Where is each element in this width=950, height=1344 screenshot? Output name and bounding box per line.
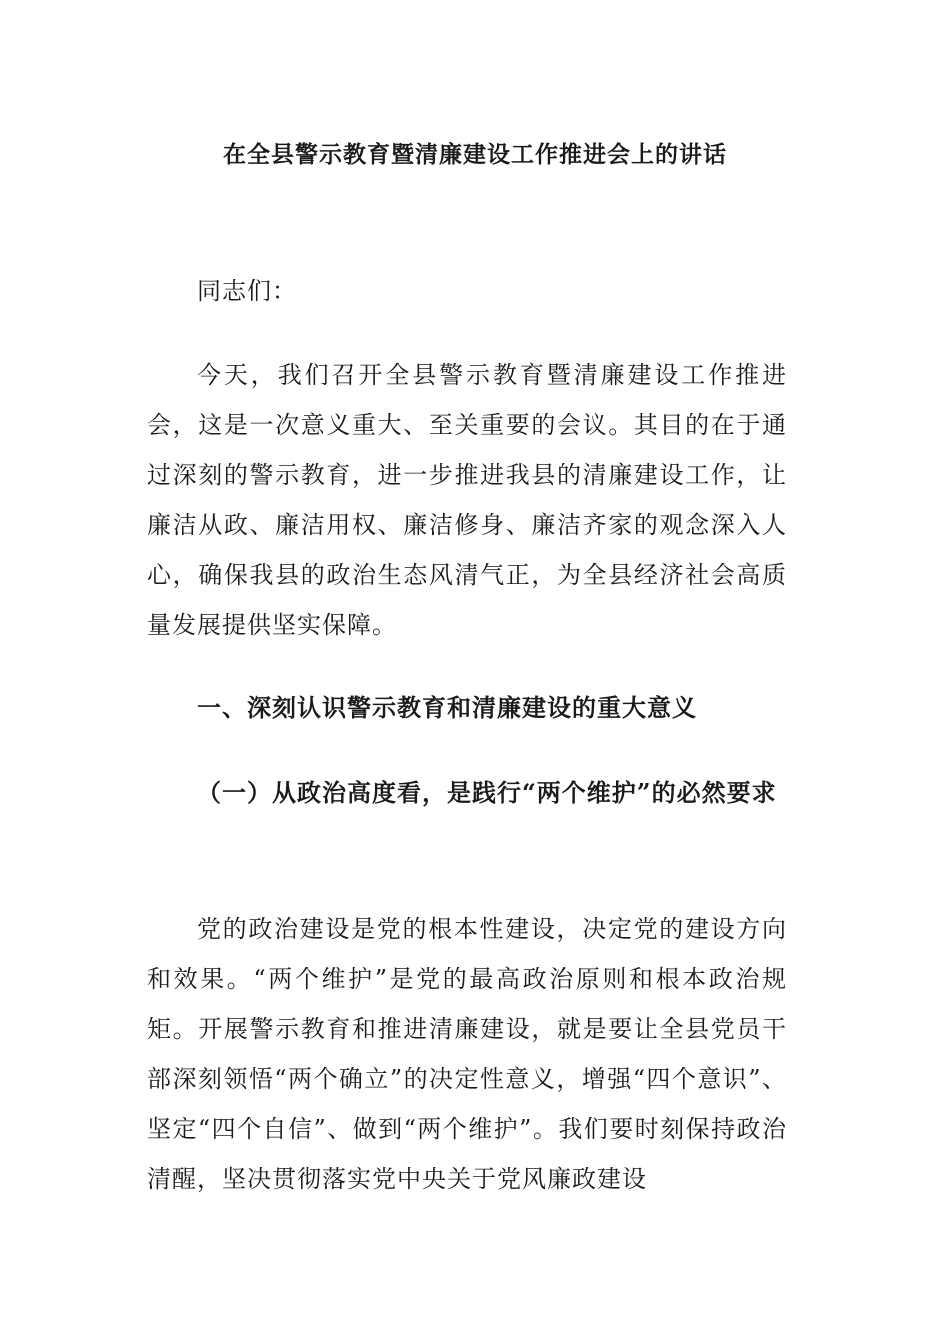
subsection-heading: （一）从政治高度看，是践行“两个维护”的必然要求	[197, 778, 777, 807]
paragraph-intro: 今天，我们召开全县警示教育暨清廉建设工作推进会，这是一次意义重大、至关重要的会议。其目的在于通过深刻的警示教育，进一步推进我县的清廉建设工作，让廉洁从政、廉洁用权、廉洁修身、廉洁齐家的观念深入人心，确保我县的政治生态风清气正，为全县经济社会高质量发展提供坚实保障。	[147, 361, 787, 639]
document-title: 在全县警示教育暨清廉建设工作推进会上的讲话	[223, 141, 727, 168]
greeting: 同志们：	[197, 277, 297, 305]
paragraph-political: 党的政治建设是党的根本性建设，决定党的建设方向和效果。“两个维护”是党的最高政治原则和根本政治规矩。开展警示教育和推进清廉建设，就是要让全县党员干部深刻领悟“两个确立”的决定性意义，增强“四个意识”、坚定“四个自信”、做到“两个维护”。我们要时刻保持政治清醒，坚决贯彻落实党中央关于党风廉政建设	[147, 915, 787, 1193]
section-heading: 一、深刻认识警示教育和清廉建设的重大意义	[197, 693, 697, 722]
